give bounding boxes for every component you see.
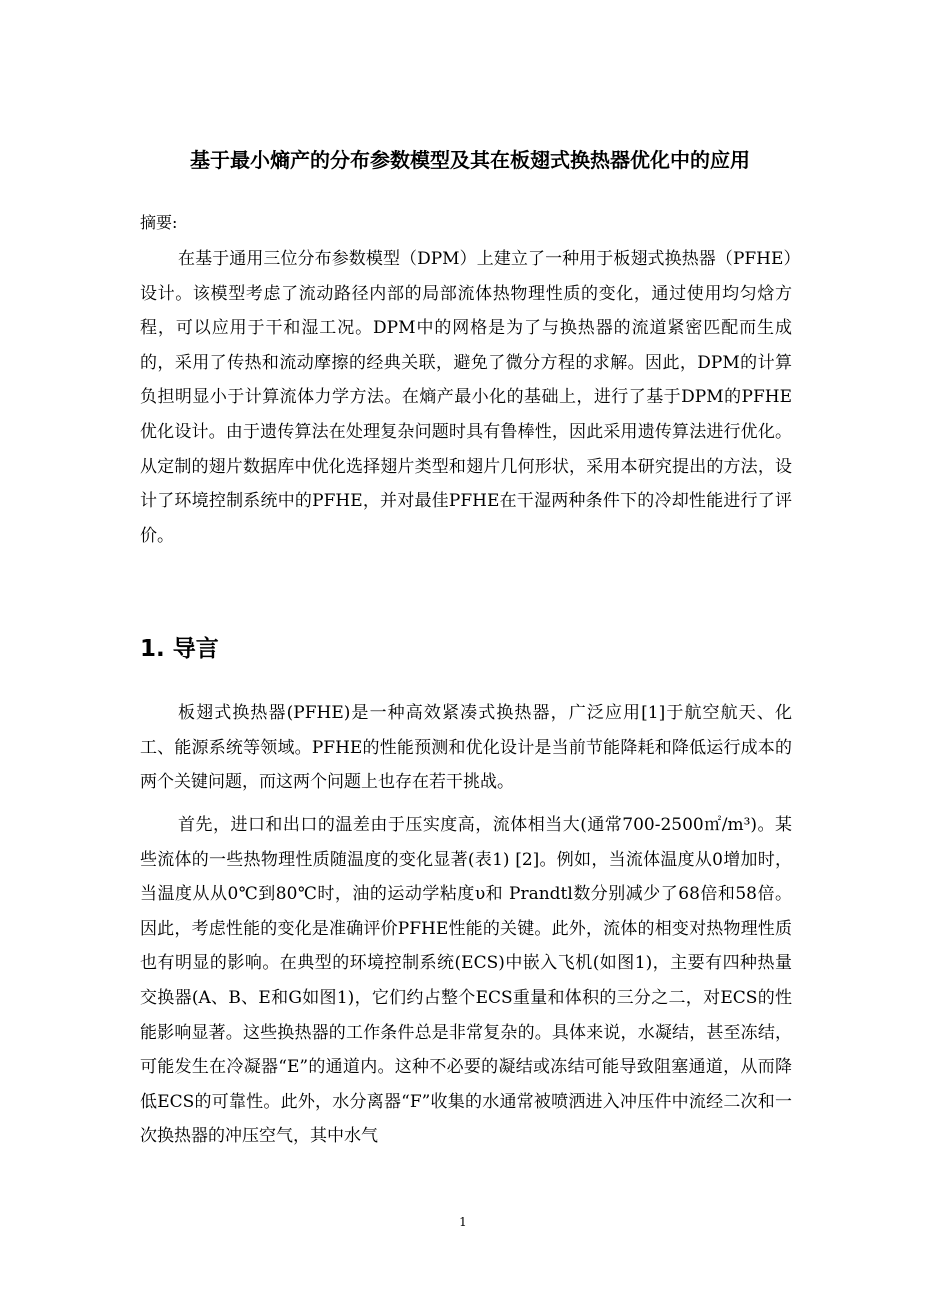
abstract-paragraph: 在基于通用三位分布参数模型（DPM）上建立了一种用于板翅式换热器（PFHE）设计。该模型考虑了流动路径内部的局部流体热物理性质的变化，通过使用均匀焓方程，可以应用于干和湿工况。DPM中的网格是为了与换热器的流道紧密匹配而生成的，采用了传热和流动摩擦的经典关联，避免了微分方程的求解。因此，DPM的计算负担明显小于计算流体力学方法。在熵产最小化的基础上，进行了基于DPM的PFHE优化设计。由于遗传算法在处理复杂问题时具有鲁棒性，因此采用遗传算法进行优化。从定制的翅片数据库中优化选择翅片类型和翅片几何形状，采用本研究提出的方法，设计了环境控制系统中的PFHE，并对最佳PFHE在干湿两种条件下的冷却性能进行了评价。 bbox=[140, 249, 792, 546]
abstract-label: 摘要: bbox=[140, 213, 178, 232]
paper-title: 基于最小熵产的分布参数模型及其在板翅式换热器优化中的应用 bbox=[190, 148, 750, 172]
section-heading-introduction: 1. 导言 bbox=[140, 636, 219, 662]
intro-paragraph-1: 板翅式换热器(PFHE)是一种高效紧凑式换热器，广泛应用[1]于航空航天、化工、能源系统等领域。PFHE的性能预测和优化设计是当前节能降耗和降低运行成本的两个关键问题，而这两个问题上也存在若干挑战。 bbox=[140, 703, 792, 793]
intro-paragraph-2: 首先，进口和出口的温差由于压实度高，流体相当大(通常700-2500㎡/m³)。某些流体的一些热物理性质随温度的变化显著(表1) [2]。例如，当流体温度从0增加时，当温度从从0℃到80℃时，油的运动学粘度υ和 Prandtl数分别减少了68倍和58倍。因此，考虑性能的变化是准确评价PFHE性能的关键。此外，流体的相变对热物理性质也有明显的影响。在典型的环境控制系统(ECS)中嵌入飞机(如图1)，主要有四种热量交换器(A、B、E和G如图1)，它们约占整个ECS重量和体积的三分之二，对ECS的性能影响显著。这些换热器的工作条件总是非常复杂的。具体来说，水凝结，甚至冻结，可能发生在冷凝器“E”的通道内。这种不必要的凝结或冻结可能导致阻塞通道，从而降低ECS的可靠性。此外，水分离器“F”收集的水通常被喷洒进入冲压件中流经二次和一次换热器的冲压空气，其中水气 bbox=[140, 815, 792, 1147]
page-number: 1 bbox=[459, 1215, 467, 1229]
